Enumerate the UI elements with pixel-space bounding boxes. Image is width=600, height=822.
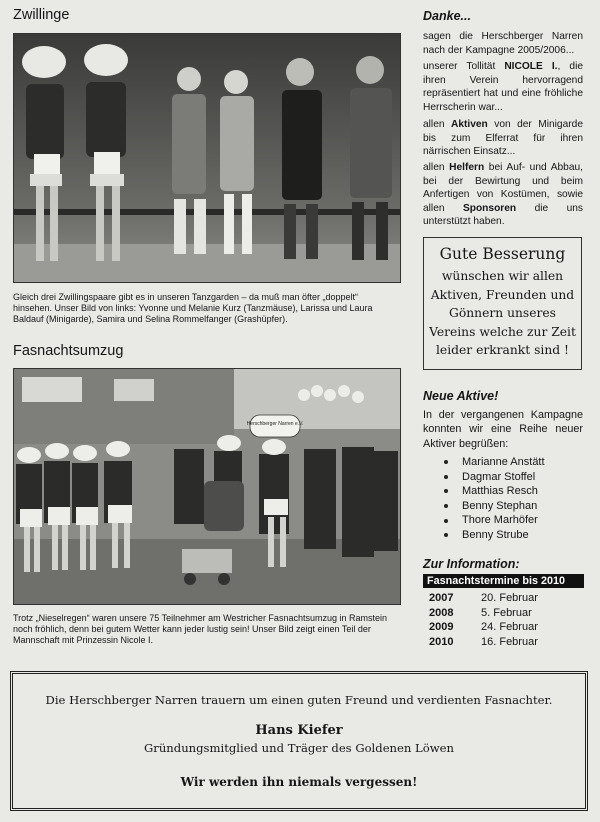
memorial-box (10, 671, 588, 811)
twins-photo (13, 33, 401, 283)
memorial-name: Hans Kiefer (255, 723, 343, 738)
memorial-role: Gründungsmitglied und Träger des Goldenen Löwen (144, 741, 454, 755)
neue-aktive-list (444, 455, 545, 543)
neue-aktive-intro: In der vergangenen Kampagne konnten wir eine Reihe neuer Aktiver begrüßen: (423, 409, 583, 450)
bullet-icon (444, 460, 448, 464)
danke-heading: Danke... (423, 9, 471, 23)
neue-aktive-heading: Neue Aktive! (423, 389, 499, 403)
list-item: Marianne Anstätt (444, 455, 545, 470)
gute-besserung-box (423, 237, 582, 370)
table-row: 2010 16. Februar (429, 635, 538, 648)
bullet-icon (444, 475, 448, 479)
danke-paragraph-2: unserer Tollität NICOLE I., die ihren Verein hervorragend repräsentiert hat und eine fröhliche Herrscherin war... (423, 61, 583, 113)
danke-paragraph-3: allen Aktiven von der Minigarde bis zum Elferrat für ihren närrischen Einsatz... (423, 119, 583, 158)
list-item: Benny Stephan (444, 499, 545, 514)
list-item: Thore Marhöfer (444, 513, 545, 528)
table-row: 2009 24. Februar (429, 621, 538, 634)
info-heading: Zur Information: (423, 557, 520, 571)
fasnachtsumzug-heading: Fasnachtsumzug (13, 343, 124, 359)
fasnachtstermine-bar: Fasnachtstermine bis 2010 (423, 574, 584, 588)
list-item: Benny Strube (444, 528, 545, 543)
parade-sign-text: Herschberger Narren e.V. (246, 421, 304, 427)
memorial-closing: Wir werden ihn niemals vergessen! (180, 775, 418, 789)
parade-photo (13, 368, 401, 605)
danke-paragraph-1: sagen die Herschberger Narren nach der Kampagne 2005/2006... (423, 31, 583, 56)
table-row: 2007 20. Februar (429, 592, 538, 604)
bullet-icon (444, 489, 448, 493)
fasnachtstermine-table (429, 591, 579, 649)
bullet-icon (444, 533, 448, 537)
danke-paragraph-4: allen Helfern bei Auf- und Abbau, bei der Bewirtung und beim Anfertigen von Kostümen, sowie allen Sponsoren die uns unterstützt haben. (423, 162, 583, 228)
gute-besserung-title: Gute Besserung (439, 245, 566, 263)
bullet-icon (444, 519, 448, 523)
table-row: 2008 5. Februar (429, 606, 532, 619)
bullet-icon (444, 504, 448, 508)
twins-caption: Gleich drei Zwillingspaare gibt es in unseren Tanzgarden – da muß man öfter „doppelt“ hinsehen. Unser Bild von links: Yvonne und Melanie Kurz (Tanzmäuse), Larissa und Laura Baldauf (Minigarde), Samira und Selina Rommelfanger (Grashüpfer). (13, 292, 373, 325)
memorial-intro: Die Herschberger Narren trauern um einen guten Freund und verdienten Fasnachter. (45, 693, 553, 707)
parade-caption: Trotz „Nieselregen“ waren unsere 75 Teilnehmer am Westricher Fasnachtsumzug in Ramstein noch fröhlich, denn bei gutem Wetter kann jeder lustig sein! Unser Bild zeigt einen Teil der Mannschaft mit Prinzessin Nicole I. (13, 613, 387, 646)
gute-besserung-text: wünschen wir allen Aktiven, Freunden und Gönnern unseres Vereins welche zur Zeit leider erkrankt sind ! (429, 269, 576, 357)
list-item: Matthias Resch (444, 484, 545, 499)
list-item: Dagmar Stoffel (444, 470, 545, 485)
zwillinge-heading: Zwillinge (13, 7, 70, 23)
